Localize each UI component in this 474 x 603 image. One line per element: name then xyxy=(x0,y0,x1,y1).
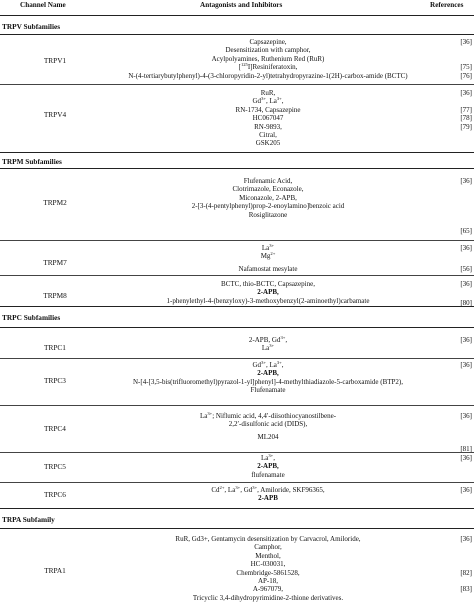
refs-trpm7: [36] [56] xyxy=(460,244,472,273)
channel-trpc1: TRPC1 xyxy=(44,343,66,352)
channel-trpv4: TRPV4 xyxy=(43,110,67,119)
section-divider xyxy=(0,508,474,509)
row-divider xyxy=(0,240,474,241)
row-divider xyxy=(0,452,474,453)
section-divider xyxy=(0,168,474,169)
row-divider xyxy=(0,275,474,276)
agents-trpv4: RuR, $Gd^{3+}$, $La^{3+}$, RN-1734, Capsazepine HC067047 RN-9893, Citral, GSK205 xyxy=(235,89,301,148)
agents-trpa1: RuR, Gd3+, Gentamycin desensitization by Carvacrol, Amiloride, Camphor, Menthol, HC-030031, Chembridge-5861528, AP-18, A-967079, Tricyclic 3,4-dihydropyrimidine-2-thione derivatives. xyxy=(175,535,361,602)
agents-trpc3: $Gd^{3+}$, $La^{3+}$, 2-APB, N-[4-[3,5-bis(trifluoromethyl)pyrazol-1-yl]phenyl]-4-methylthiadiazole-5-carboxamide (BTP2), Flufenamate xyxy=(133,360,403,395)
agents-trpc1: 2-APB, $Gd^{3+}$, $La^{3+}$ xyxy=(248,335,288,353)
channel-trpa1: TRPA1 xyxy=(44,566,66,575)
agents-trpv1: Capsazepine, Desensitization with camphor, Acylpolyamines, Ruthenium Red (RuR) [$^{125}$I]Resiniferatoxin, N-(4-tertiarybutylphenyl)-4-(3-chloropyridin-2-yl)tetrahydropyrazine-1(2H)-carbox-amide (BCTC) xyxy=(128,38,408,80)
channel-trpv1: TRPV1 xyxy=(43,56,67,65)
refs-trpc1: [36] xyxy=(460,336,472,344)
section-divider xyxy=(0,528,474,529)
refs-trpc3: [36] xyxy=(460,361,472,369)
row-divider xyxy=(0,405,474,406)
section-divider xyxy=(0,327,474,328)
section-trpv: TRPV Subfamilies xyxy=(2,22,61,31)
refs-trpc6: [36] xyxy=(460,486,472,494)
refs-trpv1: [36] [75] [76] xyxy=(460,38,472,80)
row-divider xyxy=(0,84,474,85)
channel-trpc6: TRPC6 xyxy=(44,490,66,499)
channel-trpc5: TRPC5 xyxy=(44,462,66,471)
row-divider xyxy=(0,358,474,359)
table-header xyxy=(0,0,474,16)
section-trpc: TRPC Subfamilies xyxy=(2,313,61,322)
header-references: References xyxy=(430,1,464,9)
refs-trpc5: [36] xyxy=(460,454,472,462)
section-divider xyxy=(0,306,474,307)
row-divider xyxy=(0,482,474,483)
channel-trpm2: TRPM2 xyxy=(43,198,67,207)
agents-trpc6: $Cd^{2+}$, $La^{3+}$, $Gd^{3+}$, Amiloride, SKF96365, 2-APB xyxy=(211,485,325,503)
refs-trpm2: [36] [65] xyxy=(460,177,472,236)
header-antagonists: Antagonists and Inhibitors xyxy=(200,1,283,9)
refs-trpv4: [36] [77] [78] [79] xyxy=(460,89,472,131)
refs-trpc4: [36] [81] xyxy=(460,412,472,453)
channel-trpc4: TRPC4 xyxy=(44,424,66,433)
section-divider xyxy=(0,34,474,35)
refs-trpa1: [36] [82] [83] xyxy=(460,535,472,594)
agents-trpc4: $La^{3+}$; Niflumic acid, 4,4′-diisothiocyanostilbene- 2,2′-disulfonic acid (DIDS), ML204 xyxy=(199,411,337,441)
channel-trpc3: TRPC3 xyxy=(44,376,66,385)
section-divider xyxy=(0,152,474,153)
header-channel-name: Channel Name xyxy=(20,1,66,9)
section-trpa: TRPA Subfamily xyxy=(2,515,55,524)
agents-trpm2: Flufenamic Acid, Clotrimazole, Econazole, Miconazole, 2-APB, 2-[3-(4-pentylphenyl)prop-2-enoylamino]benzoic acid Rosiglitazone xyxy=(191,177,345,219)
section-trpm: TRPM Subfamilies xyxy=(2,157,62,166)
refs-trpm8: [36] [80] xyxy=(460,280,472,307)
channel-trpm8: TRPM8 xyxy=(43,291,67,300)
agents-trpc5: $La^{3+}$, 2-APB, flufenamate xyxy=(251,453,285,479)
agents-trpm7: $La^{3+}$ $Mg^{2+}$ Nafamostat mesylate xyxy=(238,243,298,273)
channel-trpm7: TRPM7 xyxy=(43,258,67,267)
agents-trpm8: BCTC, thio-BCTC, Capsazepine, 2-APB, 1-phenylethyl-4-(benzyloxy)-3-methoxybenzyl(2-aminoethyl)carbamate xyxy=(166,280,370,305)
